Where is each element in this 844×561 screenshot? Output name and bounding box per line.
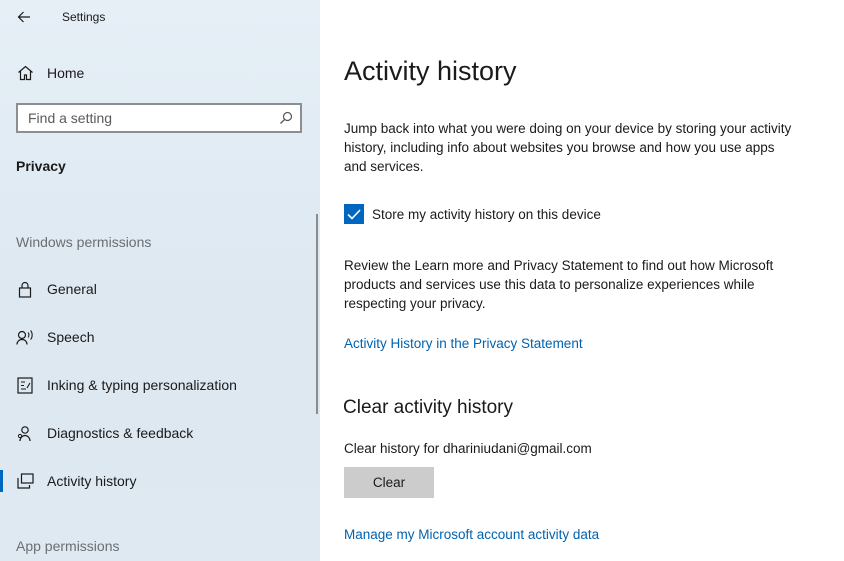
title-bar [0, 0, 320, 34]
home-icon [16, 64, 34, 82]
sidebar-item-label: Diagnostics & feedback [47, 425, 194, 441]
group-label-app-permissions: App permissions [16, 538, 120, 554]
sidebar-item-general[interactable] [0, 267, 316, 311]
home-label: Home [47, 65, 85, 81]
search-box[interactable] [16, 103, 302, 133]
sidebar-item-label: Inking & typing personalization [47, 377, 237, 393]
inking-icon [16, 376, 34, 394]
sidebar-item-label: Speech [47, 329, 95, 345]
sidebar-item-activity-history[interactable] [0, 459, 316, 503]
sidebar-scrollbar[interactable] [316, 214, 318, 414]
speech-icon [16, 328, 34, 346]
store-history-checkbox[interactable] [344, 204, 364, 224]
checkmark-icon [347, 209, 361, 220]
home-nav-item[interactable] [0, 51, 316, 95]
sidebar [0, 0, 320, 561]
sidebar-item-label: Activity history [47, 473, 137, 489]
search-input[interactable] [18, 105, 278, 131]
back-button[interactable] [12, 5, 36, 29]
main-content [320, 0, 844, 561]
sidebar-item-label: General [47, 281, 97, 297]
back-arrow-icon [17, 11, 31, 23]
clear-section-title: Clear activity history [343, 397, 513, 418]
sidebar-item-inking-typing[interactable] [0, 363, 316, 407]
store-history-label[interactable]: Store my activity history on this device [372, 206, 601, 222]
lock-icon [16, 280, 34, 298]
search-icon[interactable] [278, 110, 294, 126]
clear-history-account-text: Clear history for dhariniudani@gmail.com [344, 441, 592, 456]
intro-text: Jump back into what you were doing on your device by storing your activity history, including info about websites you browse and how you use apps and services. [344, 121, 792, 174]
app-title: Settings [62, 10, 106, 24]
diagnostics-icon [16, 424, 34, 442]
group-label-windows-permissions: Windows permissions [16, 234, 152, 250]
clear-button[interactable]: Clear [344, 467, 434, 498]
page-title: Activity history [344, 56, 517, 86]
privacy-statement-link[interactable]: Activity History in the Privacy Statement [344, 336, 583, 351]
manage-account-activity-link[interactable]: Manage my Microsoft account activity data [344, 527, 600, 542]
store-history-checkbox-row[interactable] [344, 203, 601, 225]
activity-history-icon [16, 472, 34, 490]
review-text: Review the Learn more and Privacy Statement to find out how Microsoft products and services use this data to personalize experiences while respecting your privacy. [344, 258, 774, 311]
sidebar-item-speech[interactable] [0, 315, 316, 359]
section-header-privacy: Privacy [16, 158, 66, 174]
sidebar-item-diagnostics-feedback[interactable] [0, 411, 316, 455]
